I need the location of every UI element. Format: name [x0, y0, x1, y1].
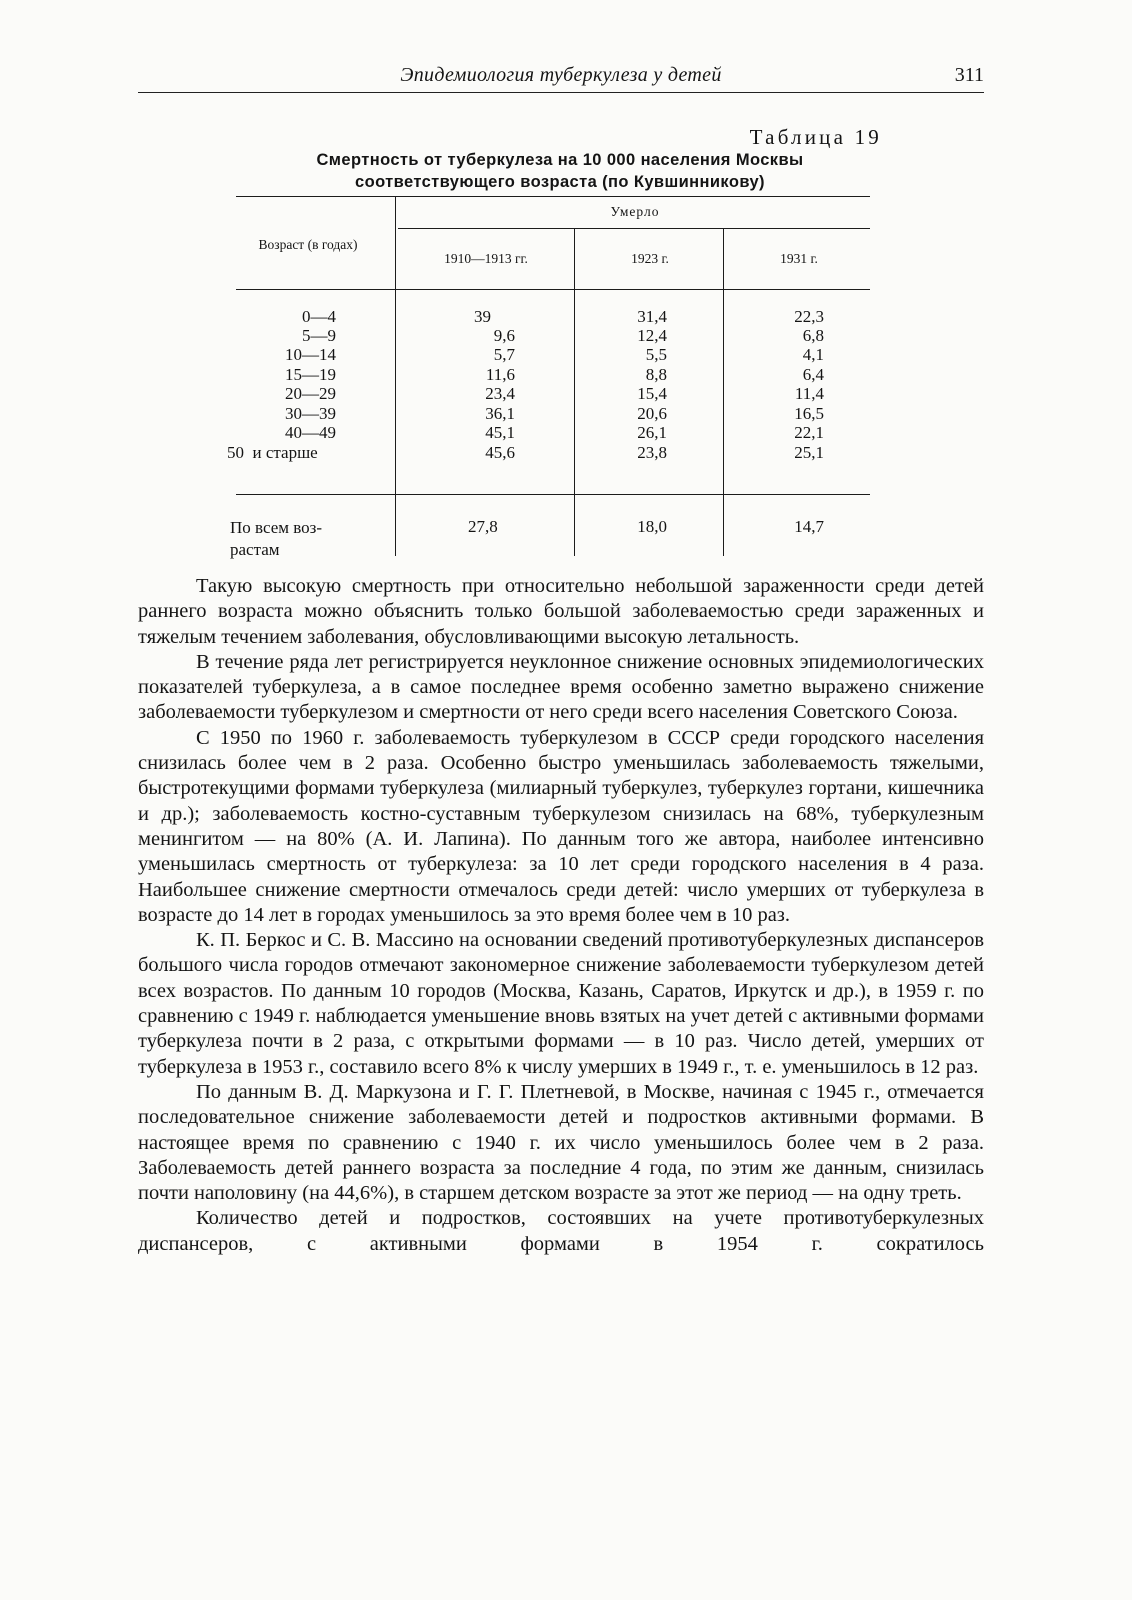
value-1923-cell: 20,6 [637, 404, 667, 423]
body-paragraph: В течение ряда лет регистрируется неуклонное снижение основных эпидемиологических показателей туберкулеза, а в самое последнее время особенно заметно выражено снижение заболеваемости туберкулезом и смертности от него среди всего населения Советского Союза. [138, 650, 984, 724]
value-1910-cell: 9,6 [493, 326, 515, 345]
value-1931-cell: 6,8 [802, 326, 824, 345]
col-header-1910-1913: 1910—1913 гг. [444, 251, 528, 266]
table-totals-rule [236, 494, 870, 495]
value-1923-cell: 12,4 [637, 326, 667, 345]
table-vrule-1923 [574, 228, 575, 556]
value-1910-cell: 45,6 [485, 443, 515, 462]
value-1931-cell: 16,5 [794, 404, 824, 423]
value-1910-cell: 23,4 [485, 384, 515, 403]
value-1923-cell: 15,4 [637, 384, 667, 403]
body-paragraph: По данным В. Д. Маркузона и Г. Г. Плетневой, в Москве, начиная с 1945 г., отмечается последовательное снижение заболеваемости детей и подростков активными формами. В настоящее время по сравнению с 1940 г. их число уменьшилось более чем в 2 раза. Заболеваемость детей раннего возраста за последние 4 года, по этим же данным, снизилась почти наполовину (на 44,6%), в старшем детском возрасте за этот же период — на одну треть. [138, 1080, 984, 1205]
table-caption-line: Смертность от туберкулеза на 10 000 населения Москвы [316, 151, 804, 169]
page-number: 311 [954, 64, 984, 86]
age-cell: 15—19 [285, 365, 336, 384]
table-header-rule [236, 289, 870, 290]
age-column-header: Возраст (в годах) [258, 237, 358, 252]
running-head [138, 62, 984, 93]
value-1910-cell: 36,1 [485, 404, 515, 423]
deaths-group-header: Умерло [610, 204, 660, 219]
col-header-1923: 1923 г. [631, 251, 669, 266]
value-1931-cell: 25,1 [794, 443, 824, 462]
age-cell: 5—9 [302, 326, 336, 345]
value-1910-cell: 45,1 [485, 423, 515, 442]
table-vrule-age [395, 196, 396, 556]
body-paragraph: С 1950 по 1960 г. заболеваемость туберкулезом в СССР среди городского населения снизилась более чем в 2 раза. Особенно быстро уменьшилась заболеваемость тяжелыми, быстротекущими формами туберкулеза (милиарный туберкулез, туберкулез гортани, кишечника и др.); заболеваемость костно-суставным туберкулезом снизилась на 68%, туберкулезным менингитом — на 80% (А. И. Лапина). По данным того же автора, наиболее интенсивно уменьшилась смертность от туберкулеза: за 10 лет среди городского населения в 4 раза. Наибольшее снижение смертности отмечалось среди детей: число умерших от туберкулеза в возрасте до 14 лет в городах уменьшилось за это время более чем в 10 раз. [138, 726, 984, 926]
value-1931-cell: 22,3 [794, 307, 824, 326]
table-caption [150, 149, 970, 193]
total-1931-cell: 14,7 [794, 517, 824, 536]
value-1923-cell: 5,5 [645, 345, 667, 364]
header-title: Эпидемиология туберкулеза у детей [400, 64, 722, 86]
age-cell: 50 и старше [227, 443, 318, 462]
value-1923-cell: 8,8 [645, 365, 667, 384]
value-1931-cell: 4,1 [802, 345, 824, 364]
value-1910-cell: 5,7 [493, 345, 515, 364]
value-1910-cell: 11,6 [485, 365, 515, 384]
total-label-line: По всем воз- [230, 518, 323, 537]
table-group-rule [398, 228, 870, 229]
body-text [138, 574, 984, 1257]
value-1923-cell: 23,8 [637, 443, 667, 462]
table-top-rule [236, 196, 870, 197]
value-1923-cell: 31,4 [637, 307, 667, 326]
age-cell: 40—49 [285, 423, 336, 442]
body-paragraph: К. П. Беркос и С. В. Массино на основании сведений противотуберкулезных диспансеров большого числа городов отмечают закономерное снижение заболеваемости туберкулезом детей всех возрастов. По данным 10 городов (Москва, Казань, Саратов, Иркутск и др.), в 1959 г. по сравнению с 1949 г. наблюдается уменьшение вновь взятых на учет детей с активными формами туберкулеза почти в 2 раза, с открытыми формами — в 10 раз. Число детей, умерших от туберкулеза в 1953 г., составило всего 8% к числу умерших в 1949 г., т. е. уменьшилось в 12 раз. [138, 929, 984, 1078]
age-cell: 30—39 [285, 404, 336, 423]
age-cell: 0—4 [302, 307, 336, 326]
age-cell: 10—14 [285, 345, 336, 364]
total-1923-cell: 18,0 [637, 517, 667, 536]
table-label: Таблица 19 [749, 125, 882, 149]
total-label-line: растам [230, 540, 280, 559]
value-1923-cell: 26,1 [637, 423, 667, 442]
body-paragraph: Такую высокую смертность при относительно небольшой зараженности среди детей раннего возраста можно объяснить только большой заболеваемостью среди зараженных и тяжелым течением заболевания, обусловливающими высокую летальность. [138, 575, 984, 648]
value-1910-cell: 39 [474, 307, 491, 326]
table-caption-line: соответствующего возраста (по Кувшинникову) [355, 173, 765, 191]
body-paragraph: Количество детей и подростков, состоявших на учете противотуберкулезных диспансеров, с активными формами в 1954 г. сократилось [138, 1207, 984, 1255]
col-header-1931: 1931 г. [780, 251, 818, 266]
value-1931-cell: 6,4 [802, 365, 824, 384]
value-1931-cell: 11,4 [794, 384, 824, 403]
table-vrule-1931 [723, 228, 724, 556]
age-cell: 20—29 [285, 384, 336, 403]
total-1910-cell: 27,8 [468, 517, 498, 536]
value-1931-cell: 22,1 [794, 423, 824, 442]
total-label [230, 517, 322, 561]
